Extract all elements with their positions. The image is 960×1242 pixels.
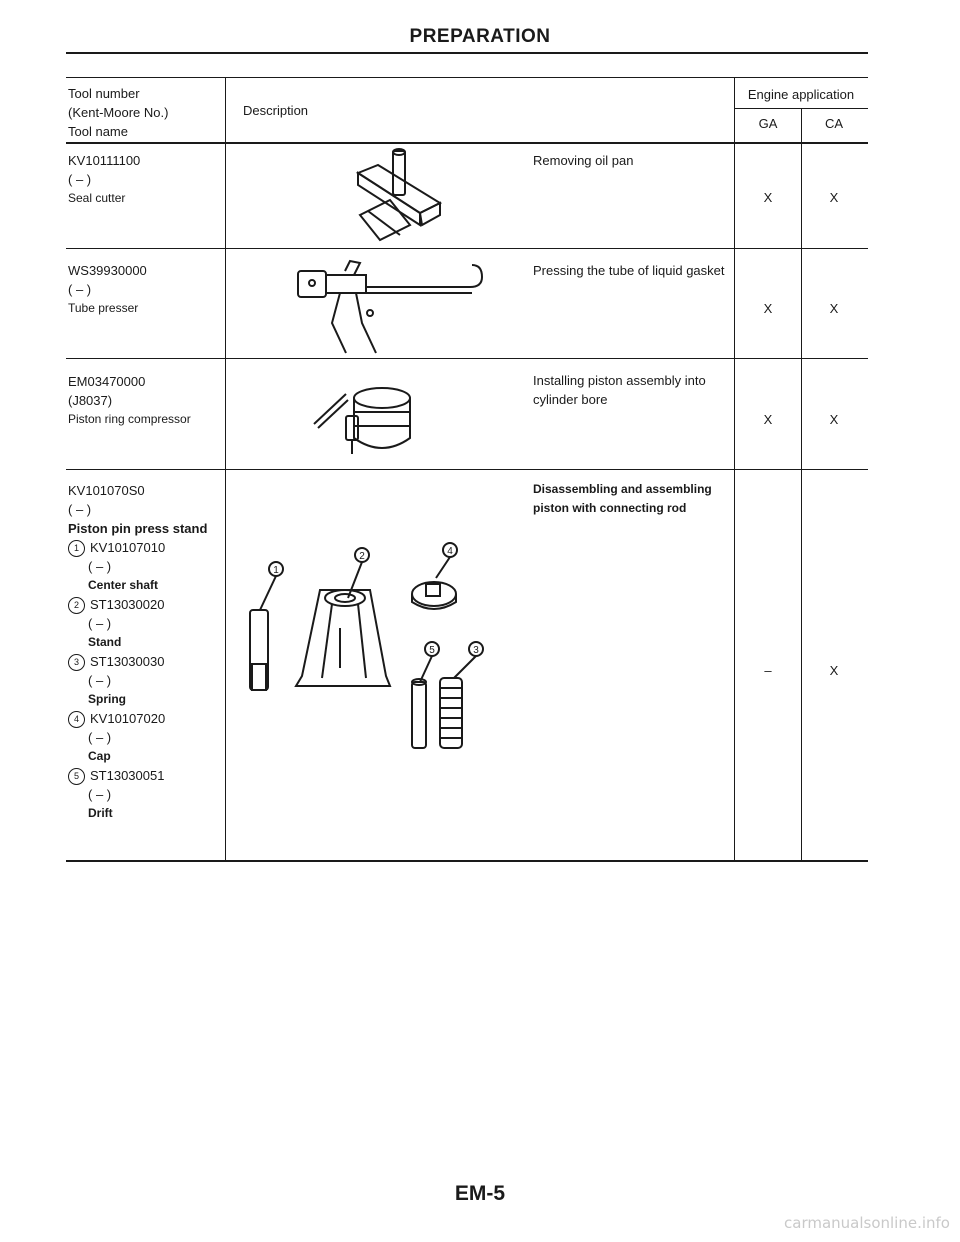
header-engine-ca: CA xyxy=(824,116,844,131)
component-part-number: ST13030020 xyxy=(90,597,165,612)
component-kent-moore: ( – ) xyxy=(88,787,112,802)
page-number: EM-5 xyxy=(454,1182,506,1205)
component-kent-moore: ( – ) xyxy=(88,616,112,631)
component-part-number: ST13030051 xyxy=(90,768,165,783)
piston-pin-press-stand-illustration xyxy=(240,538,500,763)
row-divider xyxy=(66,358,868,359)
component-name: Drift xyxy=(88,806,113,820)
component-part xyxy=(68,652,220,671)
kent-moore-number: ( – ) xyxy=(68,502,92,517)
component-part xyxy=(68,595,220,614)
tool-cell xyxy=(68,151,220,208)
header-description: Description xyxy=(243,103,309,118)
header-kent-moore: (Kent-Moore No.) xyxy=(68,105,169,120)
component-kent-moore: ( – ) xyxy=(88,673,112,688)
row-divider xyxy=(66,469,868,470)
col-divider-engine xyxy=(734,77,735,862)
tool-name: Piston ring compressor xyxy=(68,412,191,426)
header-tool-name: Tool name xyxy=(68,124,128,139)
tool-name: Piston pin press stand xyxy=(68,521,208,536)
seal-cutter-illustration xyxy=(330,145,460,245)
tool-number: KV10111100 xyxy=(68,153,141,168)
component-part xyxy=(68,766,220,785)
component-part-number: KV10107020 xyxy=(90,711,166,726)
component-part-number: KV10107010 xyxy=(90,540,166,555)
component-part-number: ST13030030 xyxy=(90,654,165,669)
tube-presser-illustration xyxy=(290,253,490,357)
callout-label: 5 xyxy=(429,645,435,656)
ga-application: X xyxy=(763,412,773,427)
callout-number: 4 xyxy=(68,711,85,728)
tool-number: EM03470000 xyxy=(68,374,146,389)
callout-number: 3 xyxy=(68,654,85,671)
callout-number: 5 xyxy=(68,768,85,785)
ca-application: X xyxy=(829,663,839,678)
title-rule xyxy=(66,52,868,54)
callout-label: 3 xyxy=(473,645,479,656)
tool-cell xyxy=(68,481,220,823)
ga-application: X xyxy=(763,301,773,316)
ga-application: X xyxy=(763,190,773,205)
header-top-rule xyxy=(66,77,868,78)
component-name: Cap xyxy=(88,749,111,763)
kent-moore-number: ( – ) xyxy=(68,172,92,187)
tool-name: Seal cutter xyxy=(68,191,126,205)
kent-moore-number: (J8037) xyxy=(68,393,113,408)
callout-label: 4 xyxy=(447,546,453,557)
watermark: carmanualsonline.info xyxy=(784,1214,950,1232)
callout-label: 1 xyxy=(273,565,279,576)
description-text: Installing piston assembly into cylinder bore xyxy=(533,373,706,407)
component-name: Stand xyxy=(88,635,122,649)
description-text: Disassembling and assembling piston with connecting rod xyxy=(533,482,712,515)
header-bottom-rule xyxy=(66,142,868,144)
piston-ring-compressor-illustration xyxy=(310,382,420,462)
component-kent-moore: ( – ) xyxy=(88,730,112,745)
component-name: Spring xyxy=(88,692,126,706)
component-part xyxy=(68,538,220,557)
tool-number: WS39930000 xyxy=(68,263,147,278)
kent-moore-number: ( – ) xyxy=(68,282,92,297)
tool-cell xyxy=(68,372,220,429)
ca-application: X xyxy=(829,190,839,205)
page-title: PREPARATION xyxy=(409,26,551,47)
callout-label: 2 xyxy=(359,551,365,562)
callout-number: 2 xyxy=(68,597,85,614)
ca-application: X xyxy=(829,301,839,316)
col-divider-tool xyxy=(225,77,226,862)
ga-application: – xyxy=(764,663,772,678)
tool-number: KV101070S0 xyxy=(68,483,145,498)
header-engine-application: Engine application xyxy=(747,87,855,102)
table-bottom-rule xyxy=(66,860,868,862)
header-tool-column xyxy=(68,84,168,141)
tool-cell xyxy=(68,261,220,318)
component-kent-moore: ( – ) xyxy=(88,559,112,574)
description-text: Removing oil pan xyxy=(533,153,634,168)
row-divider xyxy=(66,248,868,249)
col-divider-ga-ca xyxy=(801,108,802,862)
callout-number: 1 xyxy=(68,540,85,557)
header-tool-number: Tool number xyxy=(68,86,140,101)
component-name: Center shaft xyxy=(88,578,159,592)
tool-name: Tube presser xyxy=(68,301,139,315)
ca-application: X xyxy=(829,412,839,427)
component-part xyxy=(68,709,220,728)
description-text: Pressing the tube of liquid gasket xyxy=(533,263,725,278)
header-engine-ga: GA xyxy=(758,116,778,131)
